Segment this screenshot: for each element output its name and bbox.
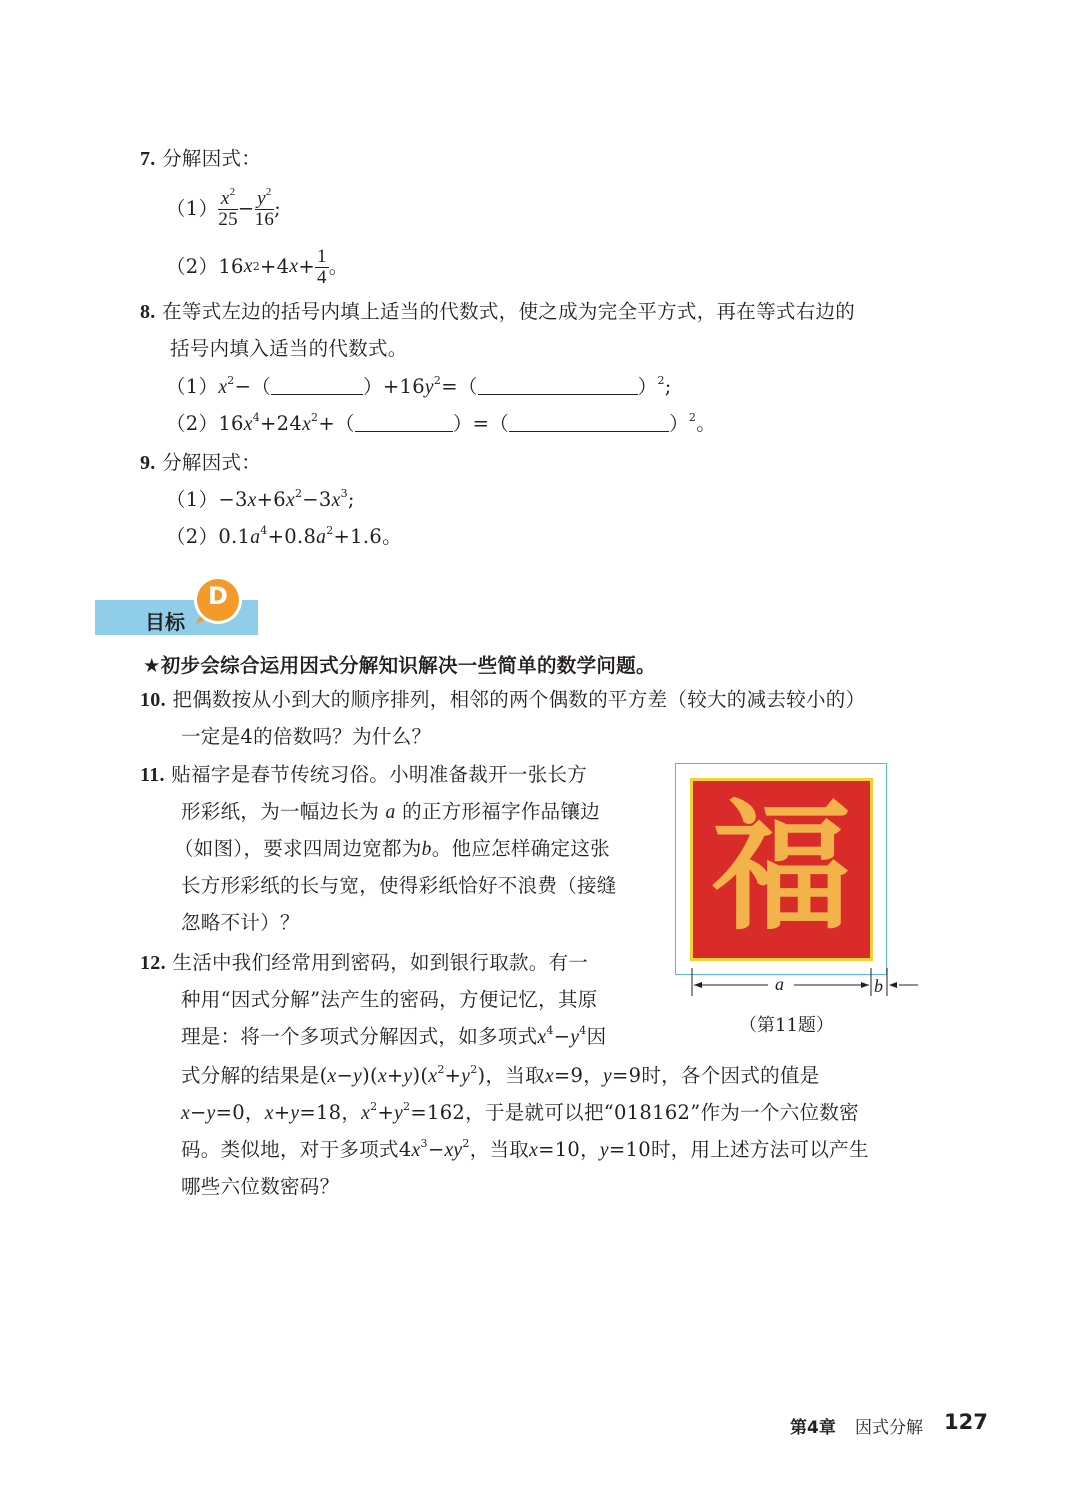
q9-header: 9. 分解因式： <box>140 451 262 474</box>
q11-caption: （第11题） <box>739 1015 834 1036</box>
goal-badge-letter: D <box>208 582 228 610</box>
q8-blank-1[interactable] <box>271 376 363 395</box>
q7-fraction-2: $\frac{y^2}{16}$ <box>254 185 275 230</box>
q7-header <box>140 144 261 174</box>
q9-part2: $(2)0.1a^4+0.8a^2+1.6$。 <box>166 524 402 548</box>
footer-title: 因式分解 <box>855 1418 923 1438</box>
q9-number: 9. <box>140 452 156 474</box>
q7-part2-label: （2） <box>166 255 219 278</box>
q7-part1-label: （1） <box>166 197 219 220</box>
q12-line2: 种用“因式分解”法产生的密码，方便记忆，其原 <box>181 988 598 1011</box>
page-number: 127 <box>944 1410 988 1434</box>
q11-line3: （如图），要求四周边宽都为b。他应怎样确定这张 <box>174 837 610 860</box>
q7-fraction-3: $\frac{1}{4}$ <box>316 245 327 288</box>
q12-line7: 哪些六位数密码？ <box>181 1175 340 1198</box>
goal-label: 目标 <box>145 610 185 634</box>
q8-line1: 8. 在等式左边的括号内填上适当的代数式，使之成为完全平方式，再在等式右边的 <box>140 300 856 323</box>
q8-part1: $(1)x^2-$（ ）$+16y^2=$（ ）$^2$; <box>166 374 672 398</box>
q10-line2: 一定是4的倍数吗？为什么？ <box>181 725 432 748</box>
q8-part2: $(2)16x^4+24x^2+$（ ）=（ ）$^2$。 <box>166 411 716 435</box>
q11-line5: 忽略不计）？ <box>181 911 300 934</box>
q12-line4: 式分解的结果是$(x-y)(x+y)(x^2+y^2)$，当取x=9，y=9时，各个因式的值是 <box>181 1063 820 1087</box>
q7-part2: （2） 16 x 2 +4 x + $\frac{1}{4}$ 。 <box>166 245 349 288</box>
q12-number: 12. <box>140 952 166 974</box>
q11-dimension-lines <box>688 968 920 1000</box>
q8-blank-4[interactable] <box>509 413 669 432</box>
q7-part1: （1） $\frac{x^2}{25}$ − $\frac{y^2}{16}$ ; <box>166 185 282 230</box>
q11-dim-b-label: b <box>874 976 883 996</box>
q11-dim-a-label: a <box>775 974 784 994</box>
q10-line1: 10. 把偶数按从小到大的顺序排列，相邻的两个偶数的平方差（较大的减去较小的） <box>140 688 866 711</box>
q10-number: 10. <box>140 689 166 711</box>
q7-title: 分解因式： <box>162 147 262 170</box>
q7-number: 7. <box>140 148 156 170</box>
q8-number: 8. <box>140 301 156 323</box>
q11-line4: 长方形彩纸的长与宽，使得彩纸恰好不浪费（接缝 <box>181 874 617 897</box>
q11-fu-artwork <box>690 778 873 961</box>
q9-part1: $(1)-3x+6x^2-3x^3$; <box>166 487 355 511</box>
q11-line2: 形彩纸，为一幅边长为 a 的正方形福字作品镶边 <box>181 800 601 823</box>
q8-blank-2[interactable] <box>478 376 638 395</box>
q7-fraction-1: $\frac{x^2}{25}$ <box>218 185 238 230</box>
q12-line5: x−y=0，x+y=18，$x^2+y^2=162$，于是就可以把“018162”作为一个六位数密 <box>181 1100 859 1124</box>
footer-chapter: 第4章 <box>790 1418 836 1438</box>
q11-fu-character: 福 <box>711 786 852 950</box>
q12-line1: 12. 生活中我们经常用到密码，如到银行取款。有一 <box>140 951 589 974</box>
q12-line3: 理是：将一个多项式分解因式，如多项式$x^4-y^4$因 <box>181 1024 607 1048</box>
goal-statement: ★初步会综合运用因式分解知识解决一些简单的数学问题。 <box>143 654 656 677</box>
q11-number: 11. <box>140 764 165 786</box>
q11-line1: 11. 贴福字是春节传统习俗。小明准备裁开一张长方 <box>140 763 588 786</box>
q12-line6: 码。类似地，对于多项式$4x^3-xy^2$，当取x=10，y=10时，用上述方法可以产生 <box>181 1137 869 1161</box>
q8-line2: 括号内填入适当的代数式。 <box>170 337 408 360</box>
q8-blank-3[interactable] <box>355 413 453 432</box>
